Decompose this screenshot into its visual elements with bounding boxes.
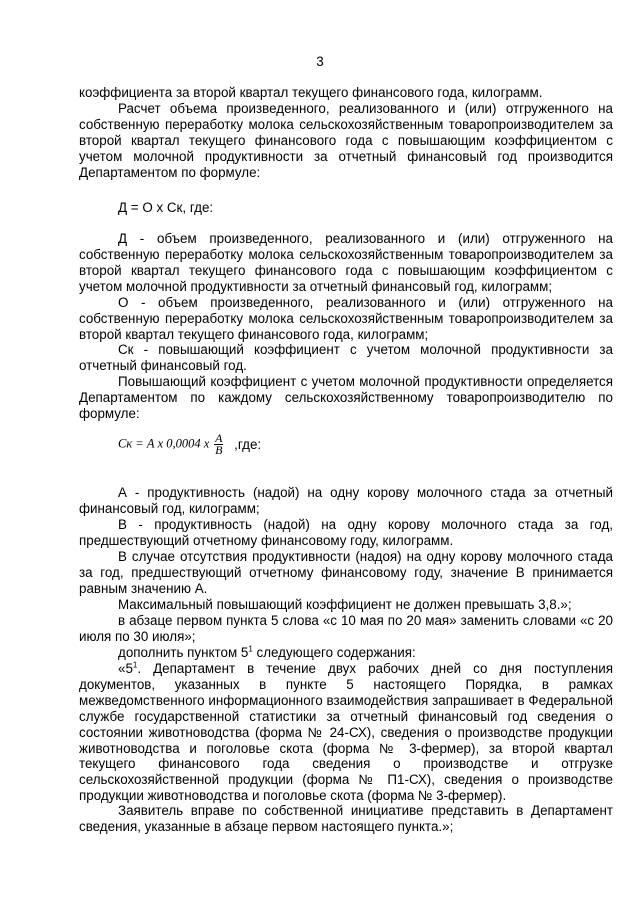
paragraph-applicant-right: Заявитель вправе по собственной инициативе представить в Департамент сведения, указанные в абзаце первом настоящего пункта.»; xyxy=(79,803,613,834)
add-point-sup: 1 xyxy=(248,644,253,654)
formula-sk xyxy=(118,433,261,456)
add-point-after: следующего содержания: xyxy=(252,645,416,660)
paragraph-point-5-1 xyxy=(79,661,613,804)
paragraph-missing-productivity: В случае отсутствия продуктивности (надоя) на одну корову молочного стада за год, предшествующий отчетному финансовому году, значение В принимается равным значению А. xyxy=(79,549,613,596)
fraction-denominator: В xyxy=(215,443,223,457)
paragraph-def-b: В - продуктивность (надой) на одну корову молочного стада за год, предшествующий отчетному финансовому году, килограмм. xyxy=(79,517,613,548)
point-text: . Департамент в течение двух рабочих дней со дня поступления документов, указанных в пункте 5 настоящего Порядка, в рамках межведомственного информационного взаимодействия запрашивает в Федеральной службе государственной статистики за отчетный финансовый год сведения о состоянии животноводства (форма № 24-СХ), сведения о производстве продукции животноводства и поголовье скота (форма № 3-фермер), за второй квартал текущего финансового года сведения о производстве и отгрузке сельскохозяйственной продукции (форма № П1-СХ), сведения о производстве продукции животноводства и поголовье скота (форма № 3-фермер). xyxy=(79,661,613,804)
point-sup: 1 xyxy=(132,660,138,670)
paragraph-coefficient-intro: Повышающий коэффициент с учетом молочной продуктивности определяется Департаментом по каждому сельскохозяйственному товаропроизводителю по формуле: xyxy=(79,374,613,421)
paragraph-add-point xyxy=(79,645,613,661)
paragraph-def-o: О - объем произведенного, реализованного и (или) отгруженного на собственную переработку молока сельскохозяйственным товаропроизводителем за второй квартал текущего финансового года, килограмм; xyxy=(79,295,613,342)
add-point-before: дополнить пунктом 5 xyxy=(118,645,249,660)
fraction-numerator: А xyxy=(215,431,223,445)
paragraph-continuation: коэффициента за второй квартал текущего финансового года, килограмм. xyxy=(79,85,543,100)
paragraph-calculation-intro: Расчет объема произведенного, реализованного и (или) отгруженного на собственную переработку молока сельскохозяйственным товаропроизводителем за второй квартал текущего финансового года с повышающим коэффициентом с учетом молочной продуктивности за отчетный финансовый год производится Департаментом по формуле: xyxy=(79,101,613,180)
page-number: 3 xyxy=(316,54,324,69)
formula-sk-fraction xyxy=(214,433,223,456)
paragraph-def-sk: Ск - повышающий коэффициент с учетом молочной продуктивности за отчетный финансовый год. xyxy=(79,342,613,373)
paragraph-max-coefficient: Максимальный повышающий коэффициент не должен превышать 3,8.»; xyxy=(118,597,572,612)
formula-d: Д = О х Ск, где: xyxy=(118,200,214,215)
formula-sk-lhs: Ск = А х 0,0004 х xyxy=(118,436,210,451)
formula-sk-suffix: ,где: xyxy=(234,436,262,452)
paragraph-def-a: А - продуктивность (надой) на одну корову молочного стада за отчетный финансовый год, килограмм; xyxy=(79,485,613,516)
paragraph-def-d: Д - объем произведенного, реализованного и (или) отгруженного на собственную переработку молока сельскохозяйственным товаропроизводителем за второй квартал текущего финансового года с повышающим коэффициентом с учетом молочной продуктивности за отчетный финансовый год, килограмм; xyxy=(79,231,613,294)
paragraph-amend-point5: в абзаце первом пункта 5 слова «с 10 мая по 20 мая» заменить словами «с 20 июля по 30 июля»; xyxy=(79,613,613,644)
point-open: «5 xyxy=(118,661,133,676)
